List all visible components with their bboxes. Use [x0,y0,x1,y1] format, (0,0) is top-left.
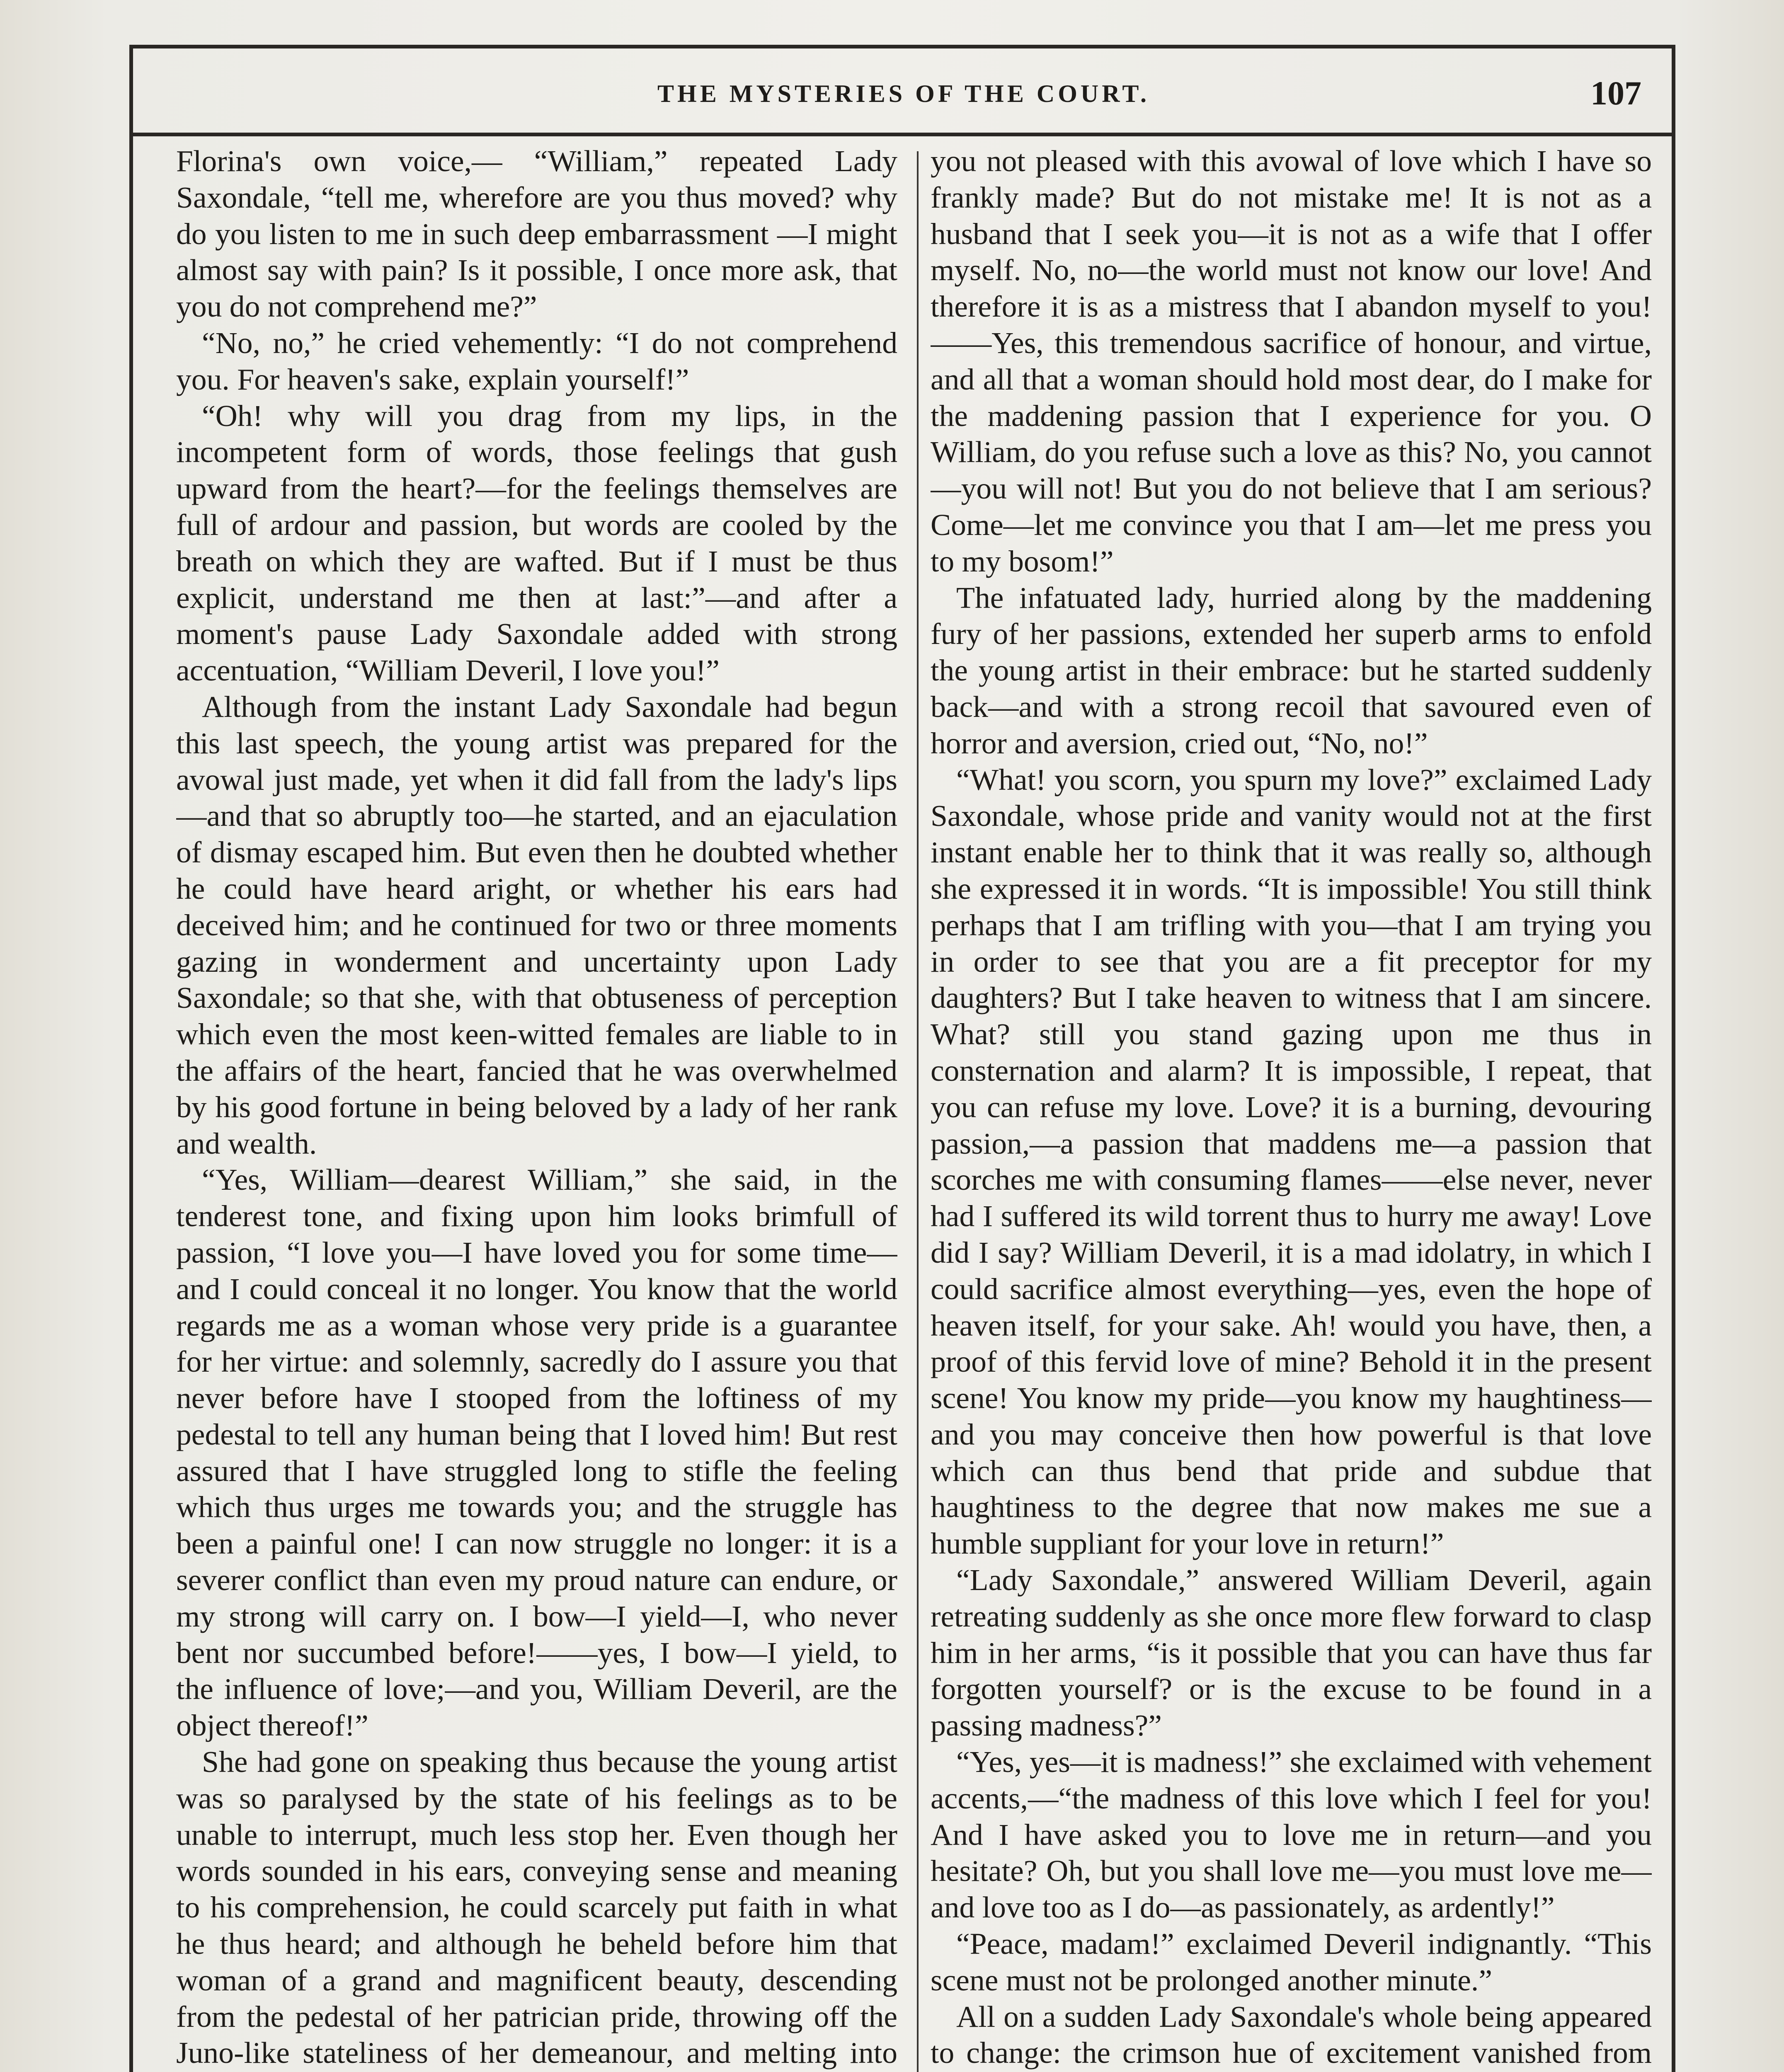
paragraph: “Yes, William—dearest William,” she said, in the tenderest tone, and fixing upon him looks brimfull of passion, “I love you—I have loved you for some time—and I could conceal it no longer. You know that the world regards me as a woman whose very pride is a guarantee for her virtue: and solemnly, sacredly do I assure you that never before have I stooped from the loftiness of my pedestal to tell any human being that I loved him! But rest assured that I have struggled long to stifle the feeling which thus urges me towards you; and the struggle has been a painful one! I can now struggle no longer: it is a severer conflict than even my proud nature can endure, or my strong will carry on. I bow—I yield—I, who never bent nor succumbed before!——yes, I bow—I yield, to the influence of love;—and you, William Deveril, are the object thereof!” [176,1162,897,1743]
column-divider [917,151,919,2072]
paragraph: “What! you scorn, you spurn my love?” exclaimed Lady Saxondale, whose pride and vanity would not at the first instant enable her to think that it was really so, although she expressed it in words. “It is impossible! You still think perhaps that I am trifling with you—that I am trying you in order to see that you are a fit preceptor for my daughters? But I take heaven to witness that I am sincere. What? still you stand gazing upon me thus in consternation and alarm? It is impossible, I repeat, that you can refuse my love. Love? it is a burning, devouring passion,—a passion that maddens me—a passion that scorches me with consuming flames——else never, never had I suffered its wild torrent thus to hurry me away! Love did I say? William Deveril, it is a mad idolatry, in which I could sacrifice almost everything—yes, even the hope of heaven itself, for your sake. Ah! would you have, then, a proof of this fervid love of mine? Behold it in the present scene! You know my pride—you know my haughtiness—and you may conceive then how powerful is that love which can thus bend that pride and subdue that haughtiness to the degree that now makes me sue a humble suppliant for your love in return!” [931,762,1652,1561]
page-number: 107 [1590,74,1641,112]
left-column [176,143,897,2072]
page-header [137,62,1670,128]
paragraph: Florina's own voice,— “William,” repeated Lady Saxondale, “tell me, wherefore are you thus moved? why do you listen to me in such deep embarrassment —I might almost say with pain? Is it possible, I once more ask, that you do not comprehend me?” [176,144,897,324]
running-title: THE MYSTERIES OF THE COURT. [657,80,1150,107]
paragraph: Although from the instant Lady Saxondale had begun this last speech, the young artist was prepared for the avowal just made, yet when it did fall from the lady's lips—and that so abruptly too—he started, and an ejaculation of dismay escaped him. But even then he doubted whether he could have heard aright, or whether his ears had deceived him; and he continued for two or three moments gazing in wonderment and uncertainty upon Lady Saxondale; so that she, with that obtuseness of perception which even the most keen-witted females are liable to in the affairs of the heart, fancied that he was overwhelmed by his good fortune in being beloved by a lady of her rank and wealth. [176,689,897,1160]
paragraph: “Oh! why will you drag from my lips, in the incompetent form of words, those feelings that gush upward from the heart?—for the feelings themselves are full of ardour and passion, but words are cooled by the breath on which they are wafted. But if I must be thus explicit, understand me then at last:”—and after a moment's pause Lady Saxondale added with strong accentuation, “William Deveril, I love you!” [176,398,897,687]
paragraph: “No, no,” he cried vehemently: “I do not comprehend you. For heaven's sake, explain yourself!” [176,325,897,396]
paragraph: you not pleased with this avowal of love which I have so frankly made? But do not mistake me! It is not as a husband that I seek you—it is not as a wife that I offer myself. No, no—the world must not know our love! And therefore it is as a mistress that I abandon myself to you!——Yes, this tremendous sacrifice of honour, and virtue, and all that a woman should hold most dear, do I make for the maddening passion that I experience for you. O William, do you refuse such a love as this? No, you cannot—you will not! But you do not believe that I am serious? Come—let me convince you that I am—let me press you to my bosom!” [931,144,1652,578]
paragraph: She had gone on speaking thus because the young artist was so paralysed by the state of his feelings as to be unable to interrupt, much less stop her. Even though her words sounded in his ears, conveying sense and meaning to his comprehension, he could scarcely put faith in what he thus heard; and although he beheld before him that woman of a grand and magnificent beauty, descending from the pedestal of her patrician pride, throwing off the Juno-like stateliness of her demeanour, and melting into [176,1745,897,2070]
right-column [931,143,1652,2072]
paragraph: “Yes, yes—it is madness!” she exclaimed with vehement accents,—“the madness of this love which I feel for you! And I have asked you to love me in return—and you hesitate? Oh, but you shall love me—you must love me—and love too as I do—as passionately, as ardently!” [931,1745,1652,1924]
paragraph: The infatuated lady, hurried along by the maddening fury of her passions, extended her superb arms to enfold the young artist in their embrace: but he started suddenly back—and with a strong recoil that savoured even of horror and aversion, cried out, “No, no!” [931,580,1652,760]
paragraph: All on a sudden Lady Saxondale's whole being appeared to change: the crimson hue of excitement vanished from [931,1999,1652,2070]
header-rule [132,133,1674,136]
paragraph: “Peace, madam!” exclaimed Deveril indignantly. “This scene must not be prolonged another minute.” [931,1927,1652,1997]
paragraph: “Lady Saxondale,” answered William Deveril, again retreating suddenly as she once more flew forward to clasp him in her arms, “is it possible that you can have thus far forgotten yourself? or is the excuse to be found in a passing madness?” [931,1563,1652,1743]
